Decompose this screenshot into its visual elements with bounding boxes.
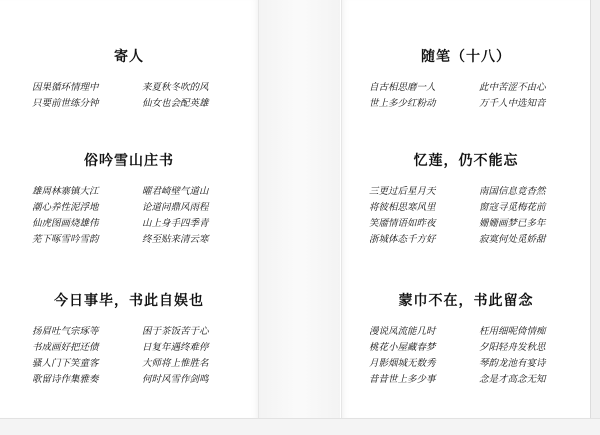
line-second-half: 窗寇寻觅梅花前 [479,202,546,213]
line-first-half: 浙城体态千方好 [369,234,436,245]
line-second-half: 姗姗画梦已多年 [479,218,546,229]
left-page [0,0,259,418]
poem-line [342,356,590,372]
poem-line [342,216,590,232]
poem-line [342,200,590,216]
line-first-half: 骚人门下笑童客 [32,358,99,369]
line-second-half: 琴韵龙池有宴诗 [479,358,546,369]
line-first-half: 芜下啄雪吟雪韵 [32,234,99,245]
line-second-half: 寂寞何处觅娇甜 [479,234,546,245]
line-first-half: 雄周林寨镇大江 [32,186,99,197]
poem-line [342,80,590,96]
line-first-half: 仙虎图画烧雄伟 [32,218,99,229]
poem-1 [0,46,258,112]
line-first-half: 三更过后星月天 [369,186,436,197]
poem-line [342,340,590,356]
line-second-half: 南国信息竟杳然 [479,186,546,197]
poem-line [342,232,590,248]
line-second-half: 枉用细呢倚情痴 [479,326,546,337]
line-second-half: 困于茶饭苦于心 [142,326,209,337]
right-page [341,0,590,418]
line-first-half: 扬眉吐气宗琢等 [32,326,99,337]
line-first-half: 因果循环情理中 [32,82,99,93]
bottom-edge [0,418,600,435]
poem-line [0,372,258,388]
poem-line [342,372,590,388]
line-second-half: 来夏秋冬吹的风 [142,82,209,93]
line-second-half: 此中苦涩不由心 [479,82,546,93]
line-first-half: 笑靥情语如昨夜 [369,218,436,229]
poem-line [342,184,590,200]
poem-title: 随笔（十八） [421,49,511,65]
poem-line [0,340,258,356]
line-second-half: 仙女也会配英雄 [142,98,209,109]
line-second-half: 念是才高念无知 [479,374,546,385]
poem-line [0,200,258,216]
poem-title: 俗吟雪山庄书 [84,153,174,169]
line-second-half: 山上身手四季青 [142,218,209,229]
poem-line [0,324,258,340]
line-first-half: 昔昔世上多少事 [369,374,436,385]
poem-line [0,232,258,248]
poem-2 [0,150,258,248]
poem-line [0,184,258,200]
line-first-half: 自古相思磨一人 [369,82,436,93]
poem-line [342,96,590,112]
page-edge [590,0,600,418]
line-second-half: 大师将上惟胜名 [142,358,209,369]
line-first-half: 潮心养性泥浮地 [32,202,99,213]
line-first-half: 将彼相思寒风里 [369,202,436,213]
poem-line [0,216,258,232]
line-second-half: 何时风雪作剑鸣 [142,374,209,385]
line-first-half: 世上多少红粉动 [369,98,436,109]
line-first-half: 书成画好把还债 [32,342,99,353]
line-second-half: 终至贴来清云寒 [142,234,209,245]
line-first-half: 月影烟城无数秀 [369,358,436,369]
line-second-half: 论道问鼎风雨程 [142,202,209,213]
poem-line [0,356,258,372]
poem-line [0,96,258,112]
poem-title: 寄人 [114,49,144,65]
book-gutter [259,0,340,418]
line-second-half: 日复年遇终难停 [142,342,209,353]
poem-title: 蒙巾不在，书此留念 [398,293,534,309]
line-second-half: 夕阳轻舟发秋思 [479,342,546,353]
poem-5 [342,150,590,248]
poem-title: 忆莲，仍不能忘 [413,153,519,169]
line-second-half: 曜君崎壁气道山 [142,186,209,197]
line-first-half: 只要前世练分钟 [32,98,99,109]
poem-3 [0,290,258,388]
line-first-half: 漫说凤流能几时 [369,326,436,337]
poem-6 [342,290,590,388]
line-second-half: 万千人中选知音 [479,98,546,109]
line-first-half: 桃花小屋藏春梦 [369,342,436,353]
poem-line [342,324,590,340]
line-first-half: 歌留诗作集雅奏 [32,374,99,385]
poem-title: 今日事毕，书此自娱也 [54,293,204,309]
poem-line [0,80,258,96]
poem-4 [342,46,590,112]
